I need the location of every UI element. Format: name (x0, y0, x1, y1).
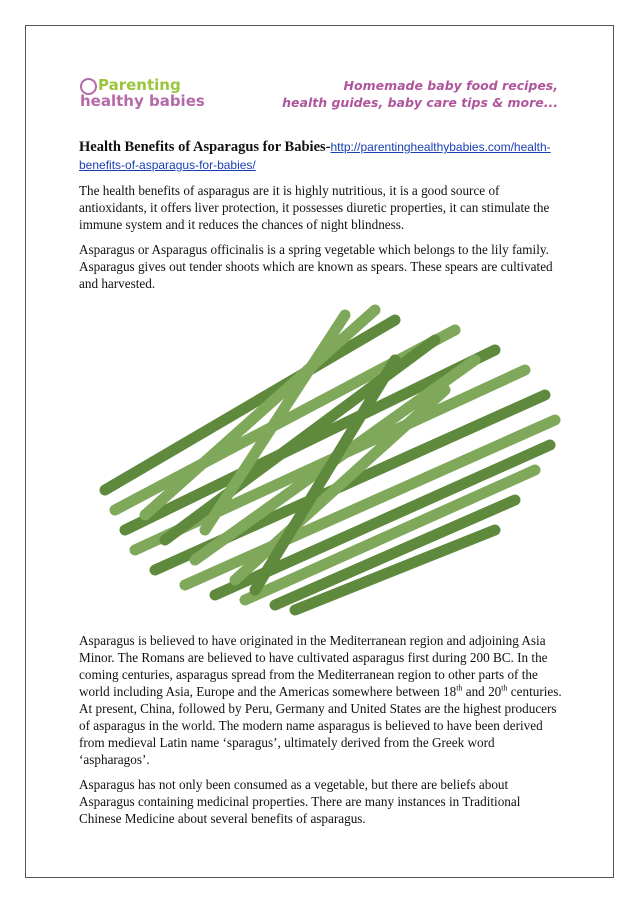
p3-text-b: and 20 (462, 684, 502, 699)
paragraph-4: Asparagus has not only been consumed as a vegetable, but there are beliefs about Asparagus containing medicinal properties. There are many instances in Traditional Chinese Medicine about several benefits of asparagus. (79, 777, 521, 826)
tagline-line1: Homemade baby food recipes, (343, 78, 558, 93)
site-logo[interactable] (80, 77, 205, 109)
paragraph-3 (79, 632, 563, 768)
asparagus-image (95, 300, 565, 620)
paragraph-1: The health benefits of asparagus are it is highly nutritious, it is a good source of antioxidants, it offers liver protection, it possesses diuretic properties, it can stimulate the immune system and it reduces the chances of night blindness. (79, 183, 550, 232)
article-link[interactable]: http://parentinghealthybabies.com/health-benefits-of-asparagus-for-babies/ (79, 140, 551, 172)
baby-face-icon (80, 78, 97, 95)
tagline-line2: health guides, baby care tips & more... (282, 95, 558, 110)
tagline (282, 77, 558, 111)
body-section (79, 632, 563, 835)
paragraph-2: Asparagus or Asparagus officinalis is a spring vegetable which belongs to the lily family. Asparagus gives out tender shoots which are known as spears. These spears are cultivated and harvested. (79, 242, 553, 291)
sup-2: th (501, 683, 508, 693)
intro-section (79, 128, 563, 300)
logo-line1: Parenting (98, 76, 181, 94)
sup-1: th (456, 683, 463, 693)
p3-text-a: Asparagus is believed to have originated in the Mediterranean region and adjoining Asia Minor. The Romans are believed to have cultivated asparagus first during 200 BC. In the coming centuries, asparagus spread from the Mediterranean region to other parts of the world including Asia, Europe and the Americas somewhere between 18 (79, 633, 548, 699)
logo-line2: healthy babies (80, 92, 205, 110)
article-title: Health Benefits of Asparagus for Babies- (79, 139, 331, 155)
p3-text-c: centuries. At present, China, followed by Peru, Germany and United States are the highest producers of asparagus in the world. The modern name asparagus is believed to have been derived from medieval Latin name ‘sparagus’, ultimately derived from the Greek word ‘aspharagos’. (79, 684, 562, 767)
